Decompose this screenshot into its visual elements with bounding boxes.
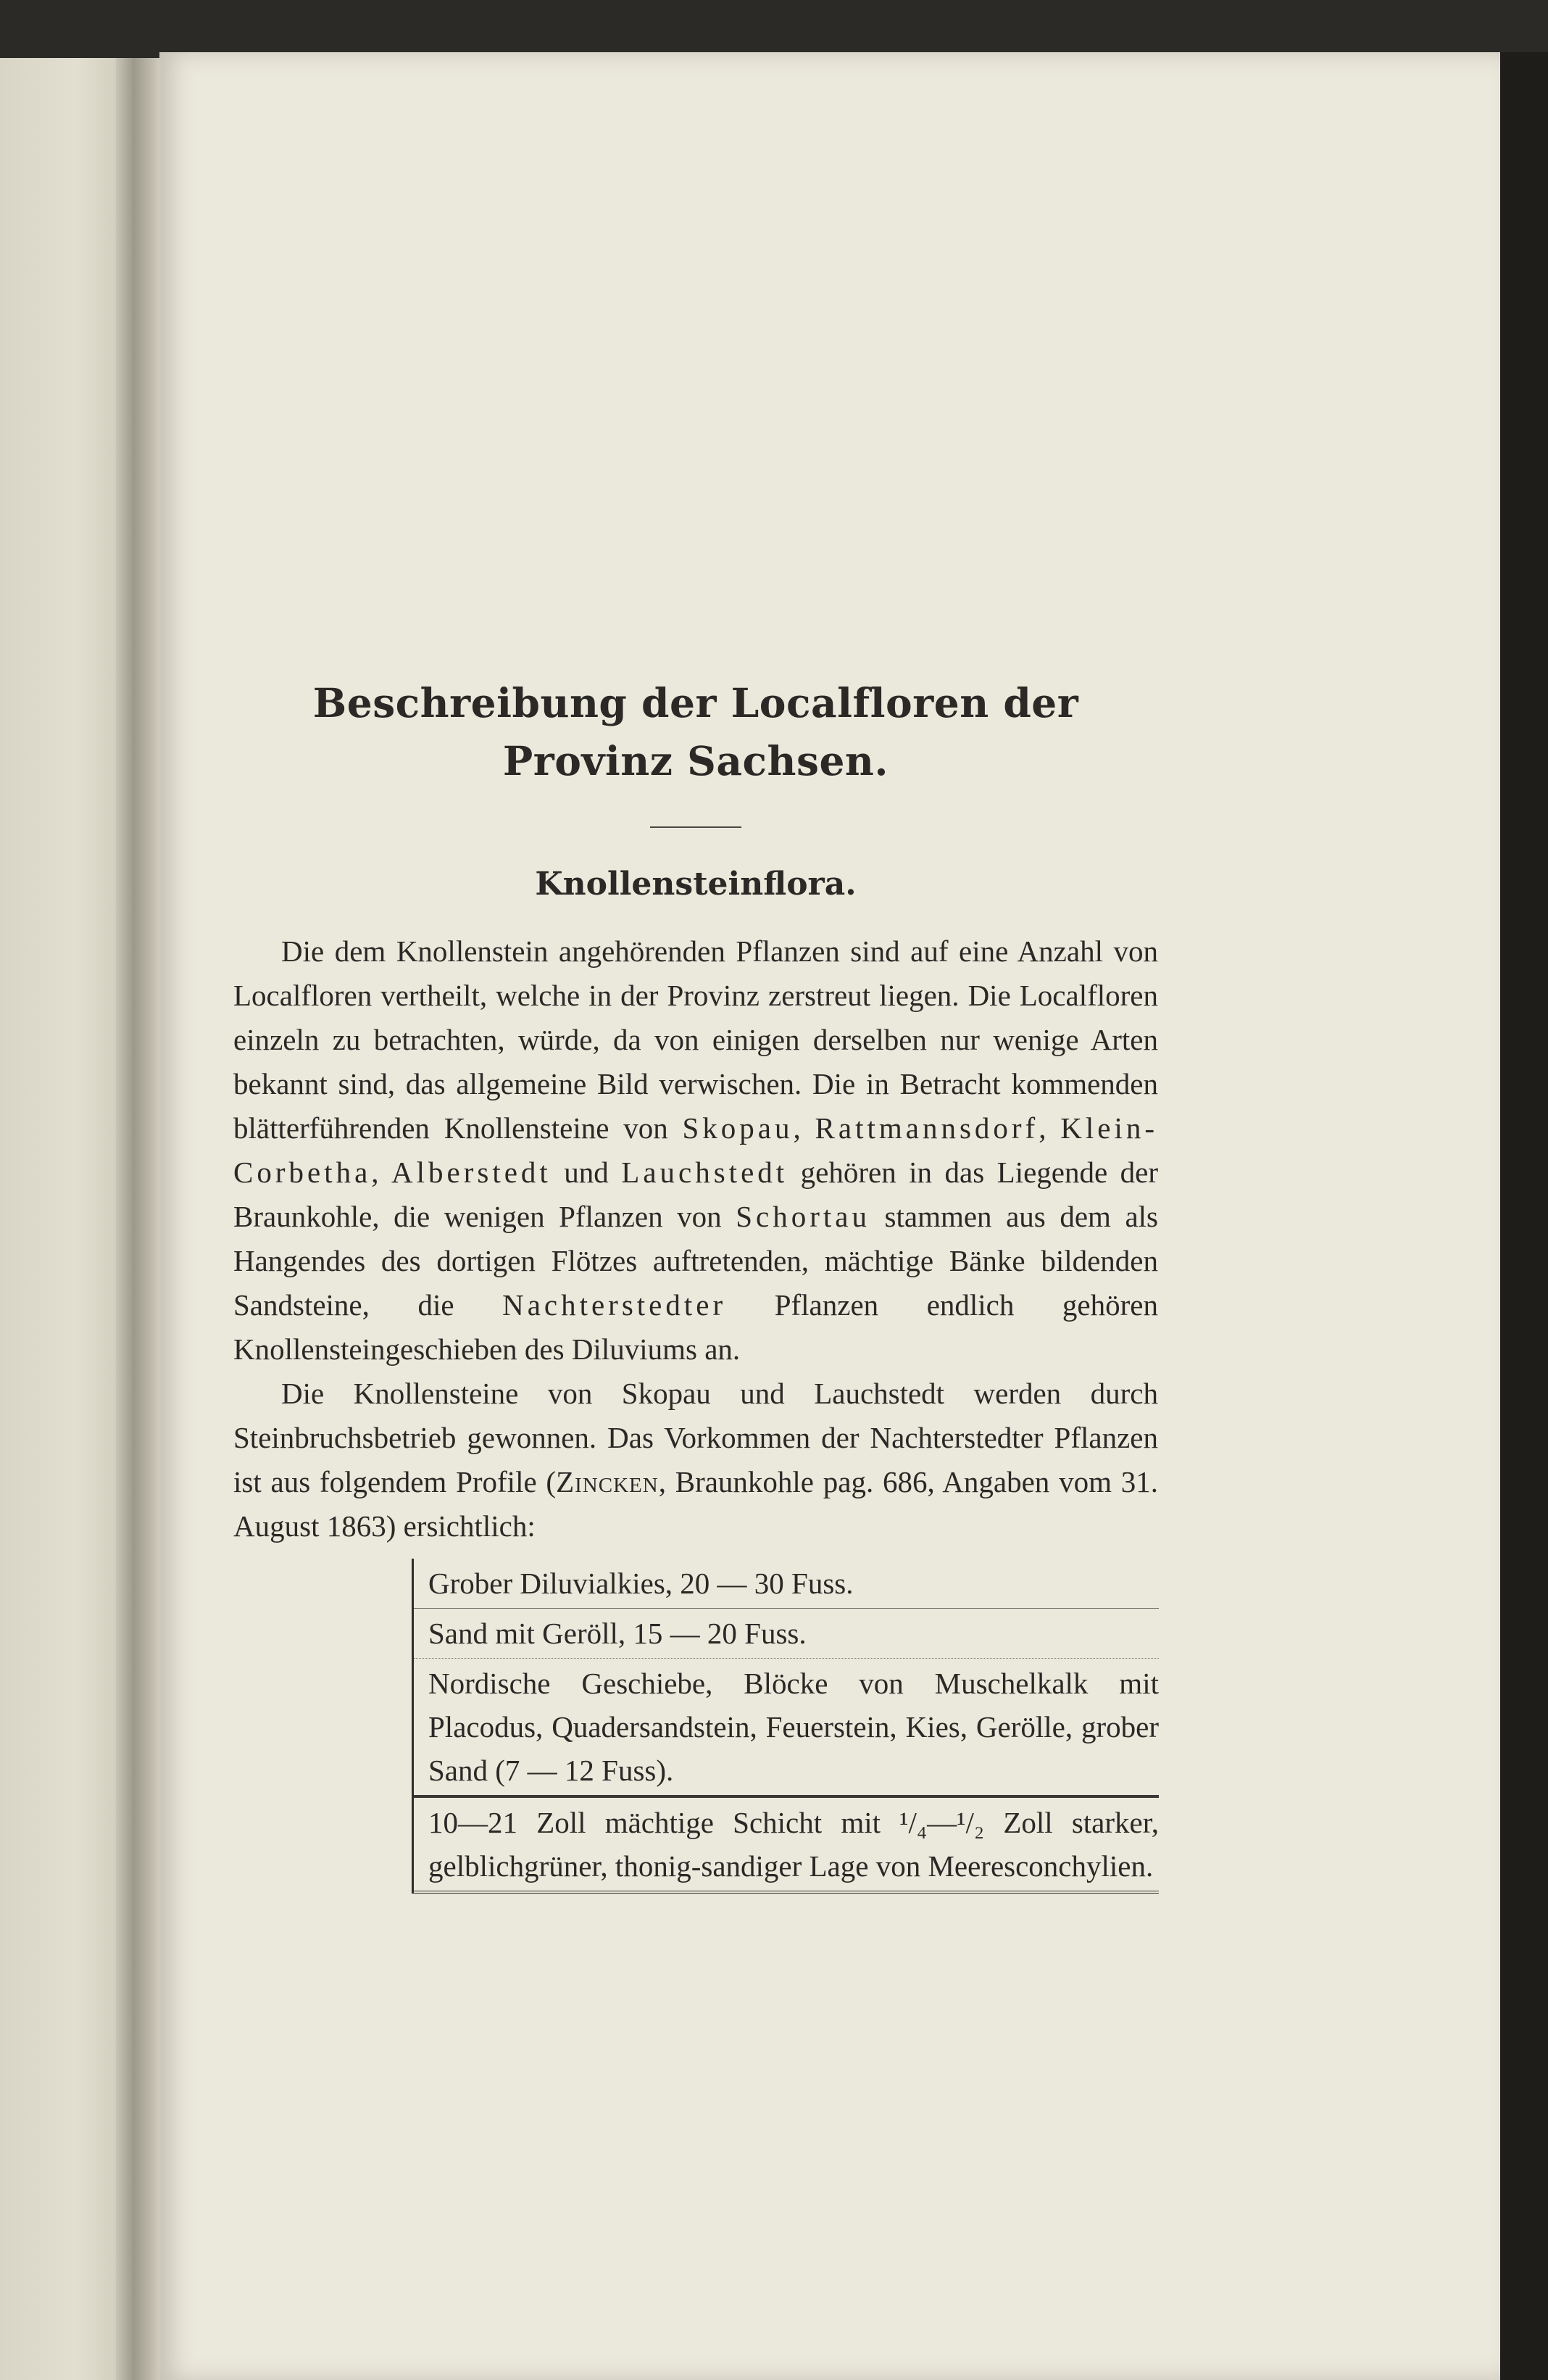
previous-page-edge [0, 58, 127, 2380]
title-divider [650, 826, 741, 828]
separator: , [793, 1111, 815, 1145]
paragraph-1-text-a: Die dem Knollenstein angehörenden Pflanzen sind auf eine Anzahl von Localfloren vertheilt, welche in der Provinz zerstreut liegen. Die Localfloren einzeln zu betrachten, würde, da von einigen derselben nur wenige Arten bekannt sind, das allgemeine Bild verwischen. Die in Betracht kommenden blätterführenden Knollensteine von [233, 934, 1158, 1145]
profile-layer: 10—21 Zoll mächtige Schicht mit ¹/₄—¹/₂ Zoll starker, gelblichgrüner, thonig-sandiger Lage von Meeresconchylien. [414, 1798, 1159, 1894]
paragraph-2-text-b: , Braunkohle pag. 686, Angaben vom 31. August 1863) ersichtlich: [233, 1465, 1158, 1543]
place-name-alberstedt: Alberstedt [391, 1156, 552, 1189]
paragraph-1-text-d: stammen aus dem als Hangendes des dortigen Flötzes auftretenden, mächtige Bänke bildenden Sandsteine, die [233, 1200, 1159, 1322]
paragraph-1 [233, 929, 1158, 1372]
place-name-rattmannsdorf: Rattmannsdorf [815, 1111, 1039, 1145]
place-name-lauchstedt: Lauchstedt [621, 1156, 788, 1189]
separator: , [1039, 1111, 1061, 1145]
paragraph-1-text-e: Pflanzen endlich gehören Knollensteingeschieben des Diluviums an. [233, 1288, 1158, 1366]
place-name-nachterstedter: Nachterstedter [502, 1288, 727, 1322]
page-content [233, 674, 1158, 1894]
title-line-2: Provinz Sachsen. [502, 737, 889, 784]
title-line-1: Beschreibung der Localfloren der [312, 679, 1079, 726]
paragraph-1-text-c: gehören in das Liegende der Braunkohle, die wenigen Pflanzen von [233, 1156, 1159, 1233]
paragraph-2-text-a: Die Knollensteine von Skopau und Lauchstedt werden durch Steinbruchsbetrieb gewonnen. Das Vorkommen der Nachterstedter Pflanzen ist aus folgendem Profile ( [233, 1377, 1158, 1498]
paragraph-1-text-b: und [551, 1156, 622, 1189]
paragraph-2 [233, 1372, 1158, 1548]
geological-profile [412, 1559, 1159, 1894]
author-name: Zincken [556, 1465, 659, 1498]
section-title: Knollensteinflora. [535, 866, 857, 903]
profile-layer: Nordische Geschiebe, Blöcke von Muschelkalk mit Placodus, Quadersandstein, Feuerstein, Kies, Gerölle, grober Sand (7 — 12 Fuss). [414, 1659, 1159, 1798]
profile-layer: Sand mit Geröll, 15 — 20 Fuss. [414, 1609, 1159, 1659]
place-name-skopau: Skopau [682, 1111, 794, 1145]
page-right-edge [1500, 52, 1548, 2380]
place-name-klein-corbetha: Klein-Corbetha [233, 1111, 1158, 1189]
document-title [233, 674, 1158, 790]
separator: , [371, 1156, 392, 1189]
place-name-schortau: Schortau [736, 1200, 870, 1233]
profile-layer: Grober Diluvialkies, 20 — 30 Fuss. [414, 1559, 1159, 1609]
